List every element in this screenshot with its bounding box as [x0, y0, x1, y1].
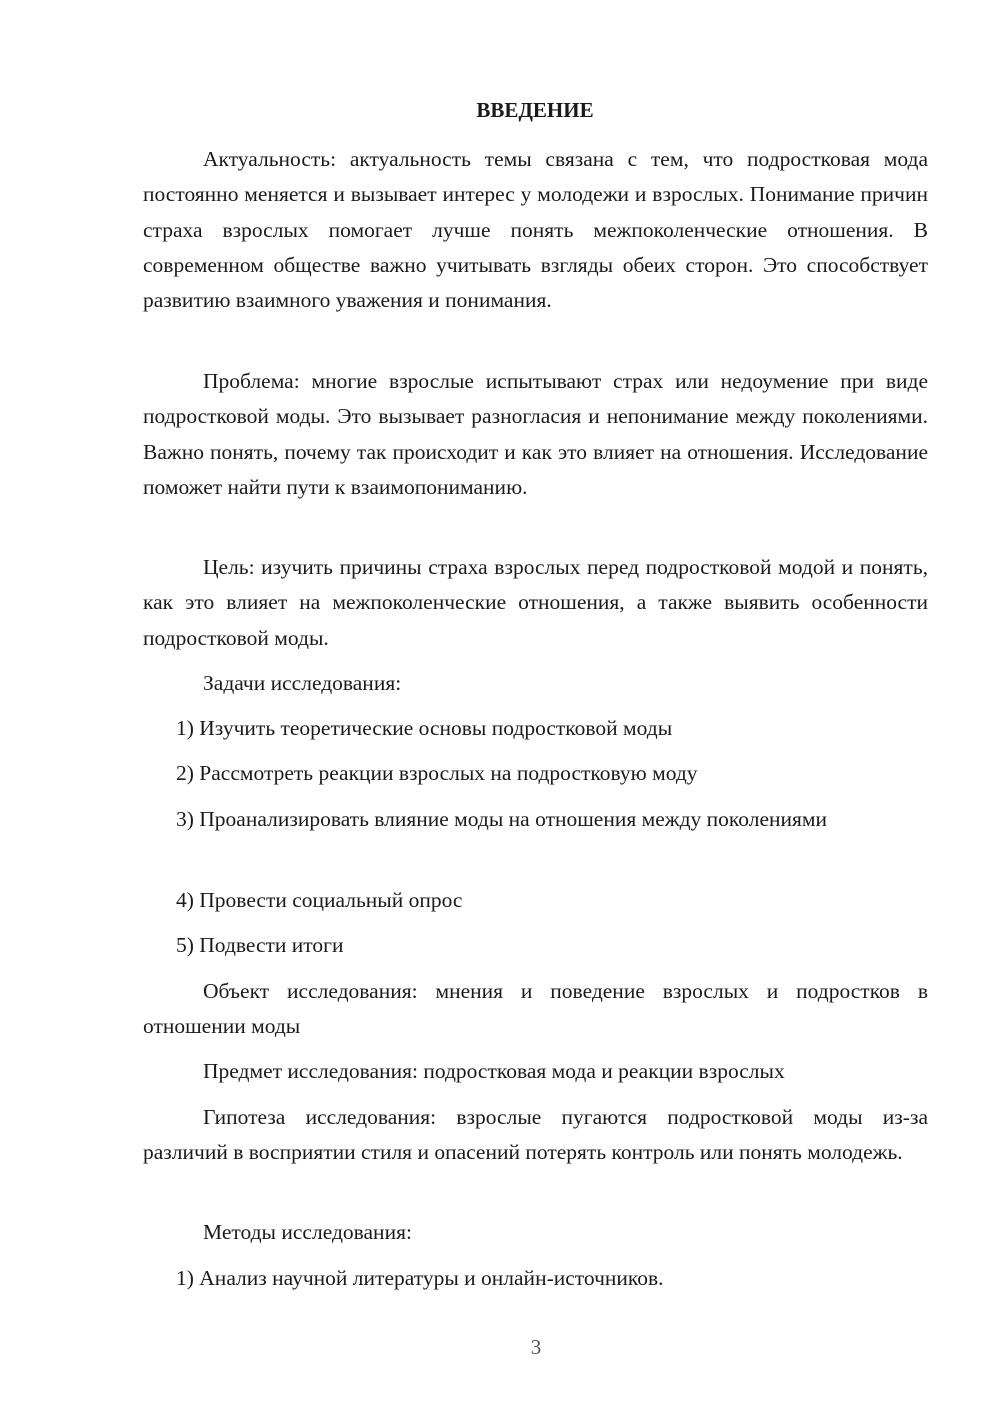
- page-title: ВВЕДЕНИЕ: [476, 98, 594, 122]
- task-item-1: 1) Изучить теоретические основы подростковой моды: [176, 716, 673, 740]
- subject-paragraph: Предмет исследования: подростковая мода и реакции взрослых: [203, 1059, 785, 1083]
- hypothesis-paragraph: Гипотеза исследования: взрослые пугаются подростковой моды из-за различий в восприятии стиля и опасений потерять контроль или понять молодежь.: [143, 1105, 928, 1165]
- goal-paragraph: Цель: изучить причины страха взрослых перед подростковой модой и понять, как это влияет на межпоколенческие отношения, а также выявить особенности подростковой моды.: [143, 555, 928, 650]
- task-item-2: 2) Рассмотреть реакции взрослых на подростковую моду: [176, 761, 698, 785]
- tasks-heading: Задачи исследования:: [203, 671, 402, 695]
- method-item-1: 1) Анализ научной литературы и онлайн-источников.: [176, 1266, 664, 1290]
- task-item-5: 5) Подвести итоги: [176, 933, 344, 957]
- task-item-4: 4) Провести социальный опрос: [176, 888, 463, 912]
- problem-paragraph: Проблема: многие взрослые испытывают страх или недоумение при виде подростковой моды. Это вызывает разногласия и непонимание между поколениями. Важно понять, почему так происходит и как это влияет на отношения. Исследование поможет найти пути к взаимопониманию.: [143, 369, 928, 499]
- object-paragraph: Объект исследования: мнения и поведение взрослых и подростков в отношении моды: [143, 979, 928, 1039]
- task-item-3: 3) Проанализировать влияние моды на отношения между поколениями: [176, 807, 828, 831]
- relevance-paragraph: Актуальность: актуальность темы связана с тем, что подростковая мода постоянно меняется и вызывает интерес у молодежи и взрослых. Понимание причин страха взрослых помогает лучше понять межпоколенческие отношения. В современном обществе важно учитывать взгляды обеих сторон. Это способствует развитию взаимного уважения и понимания.: [143, 147, 928, 313]
- page-number: 3: [530, 1335, 542, 1359]
- methods-heading: Методы исследования:: [203, 1220, 412, 1244]
